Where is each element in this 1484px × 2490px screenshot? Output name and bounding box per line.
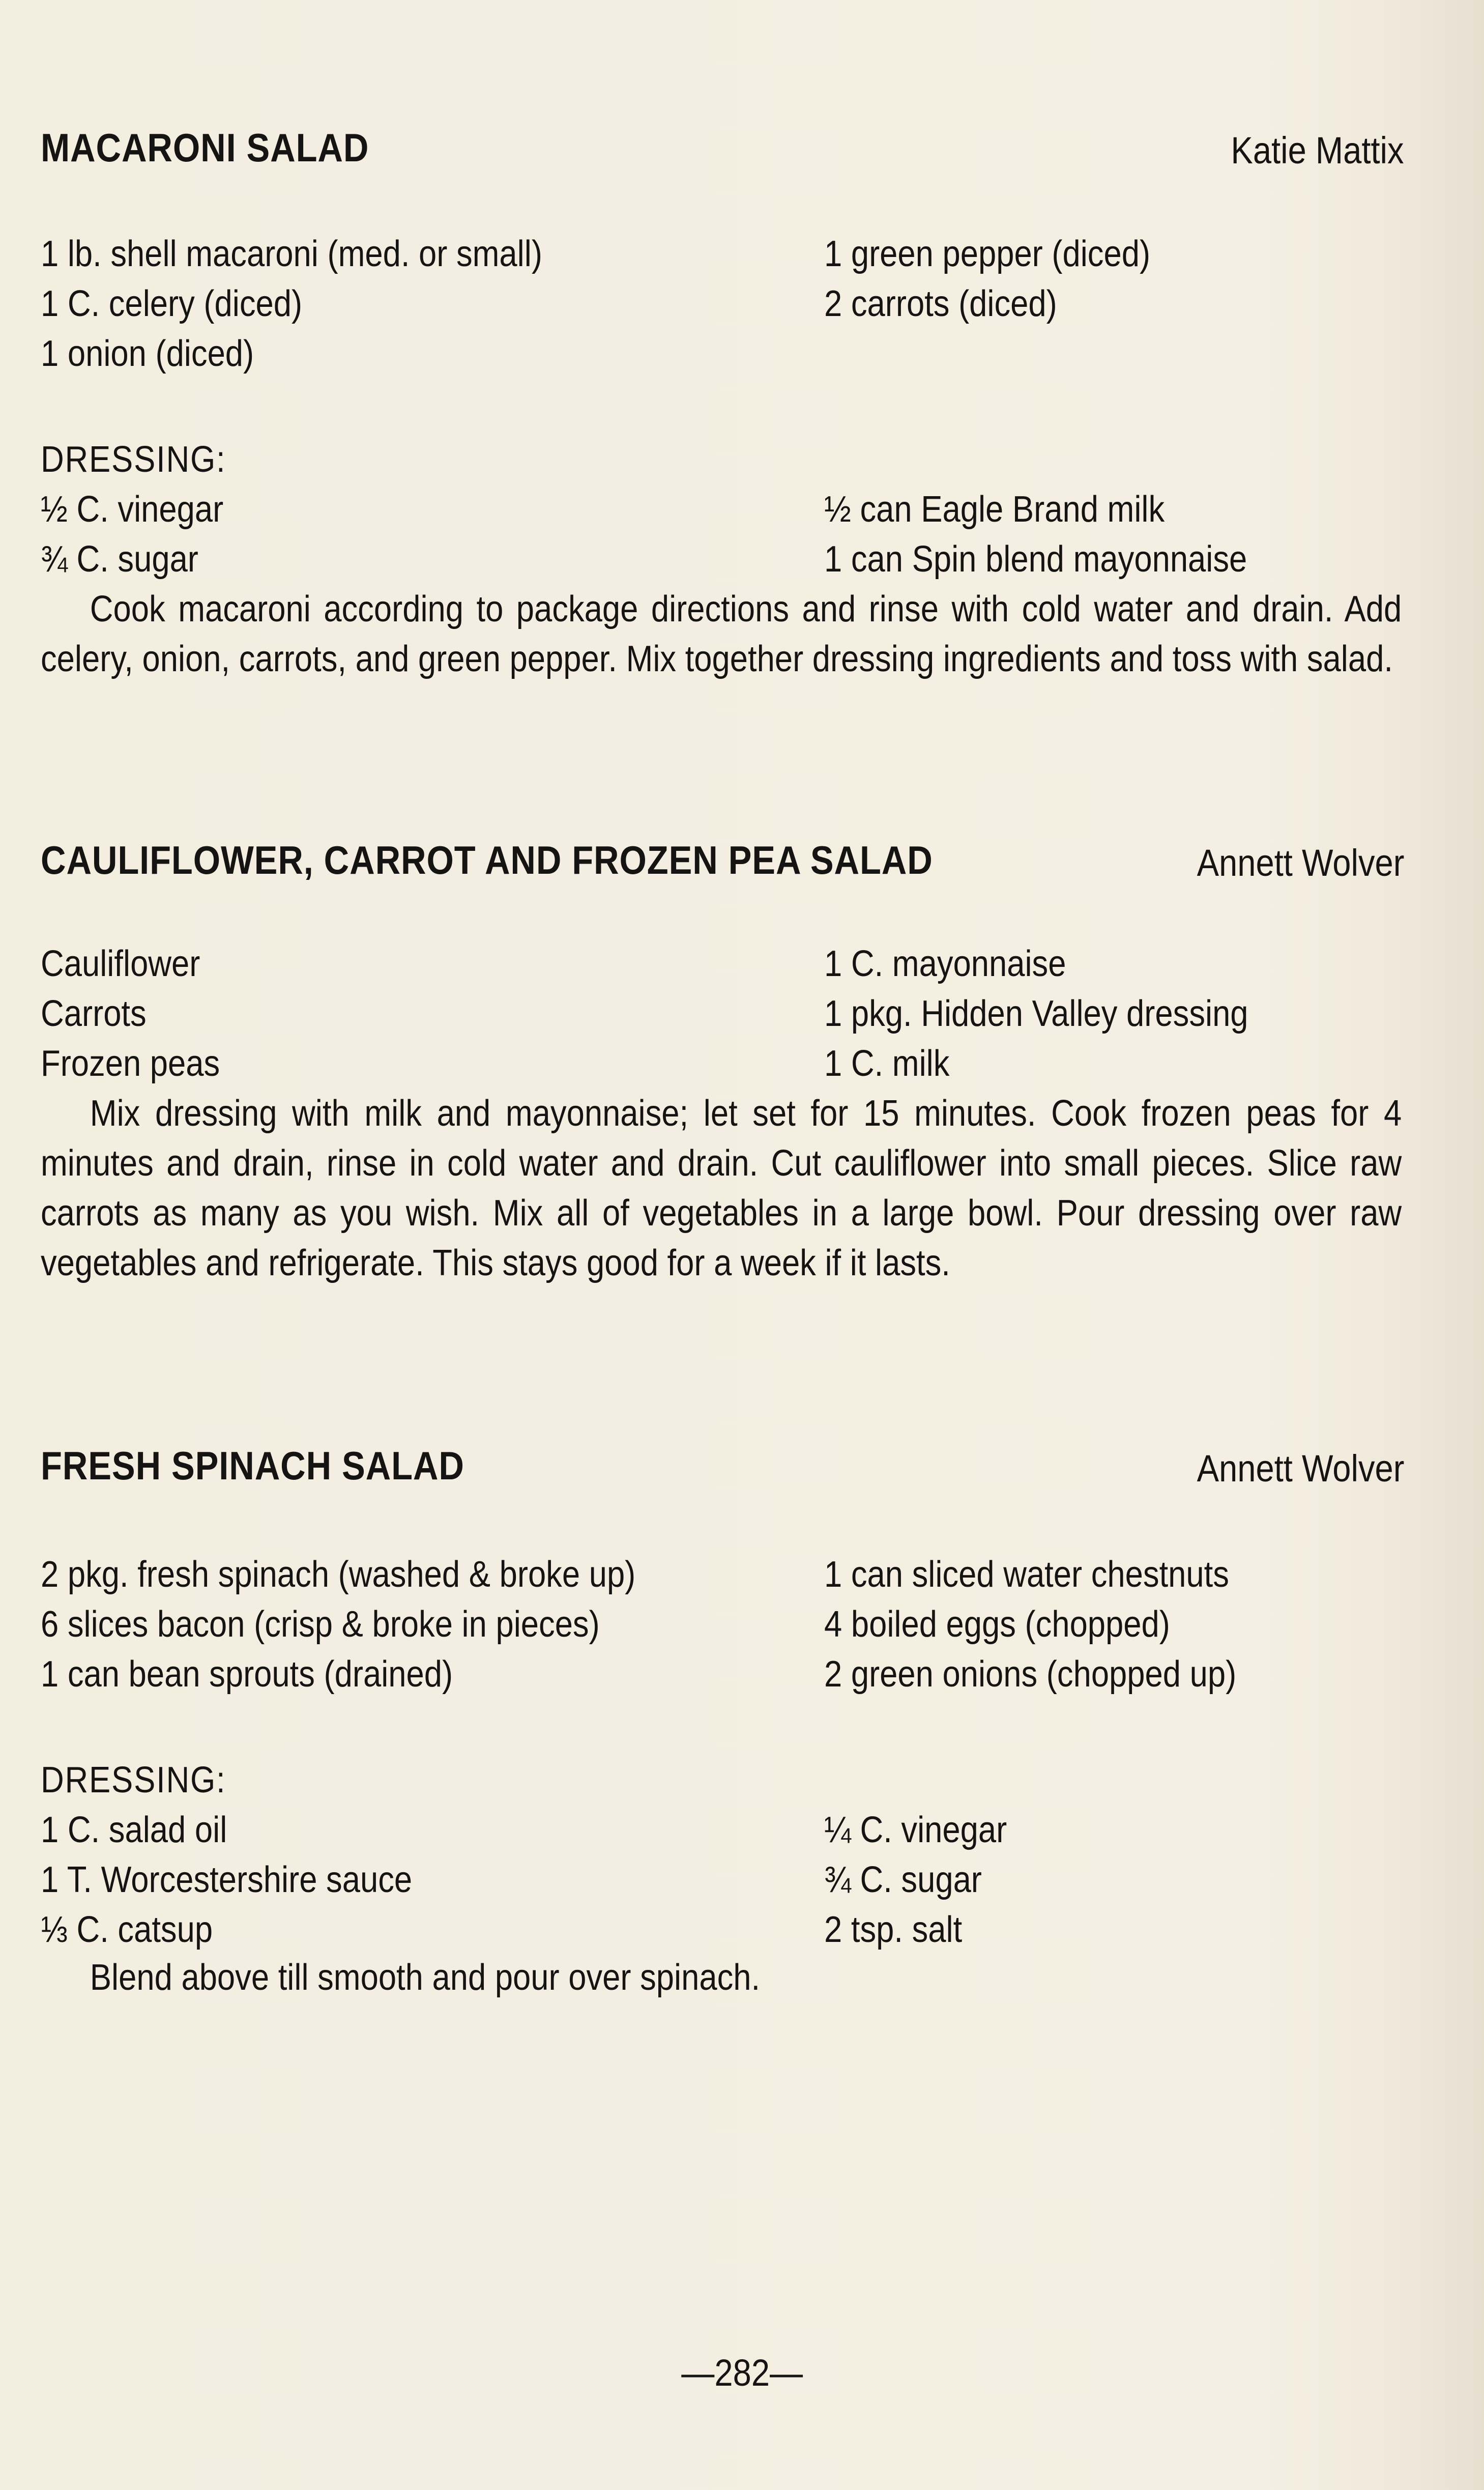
recipe-header	[41, 837, 1404, 893]
ingredient: 1 green pepper (diced)	[824, 234, 1151, 274]
dressing-heading: DRESSING:	[41, 1760, 226, 1800]
ingredient: 2 green onions (chopped up)	[824, 1654, 1237, 1695]
dressing-ingredient: ½ can Eagle Brand milk	[824, 489, 1165, 530]
recipe-header	[41, 1443, 1404, 1499]
ingredient: Cauliflower	[41, 943, 200, 984]
dressing-ingredient: ⅓ C. catsup	[41, 1909, 213, 1950]
recipe-author: Annett Wolver	[1197, 1447, 1404, 1490]
recipe-author: Katie Mattix	[1231, 129, 1404, 171]
recipe-header	[41, 125, 1404, 181]
dressing-heading: DRESSING:	[41, 439, 226, 480]
ingredient-list	[41, 229, 1404, 379]
ingredient: 1 pkg. Hidden Valley dressing	[824, 993, 1248, 1034]
ingredient: 1 C. milk	[824, 1043, 950, 1084]
dressing-list	[41, 484, 1404, 584]
ingredient: 1 C. mayonnaise	[824, 943, 1066, 984]
ingredient: 1 can bean sprouts (drained)	[41, 1654, 453, 1695]
recipe-directions: Mix dressing with milk and mayonnaise; let set for 15 minutes. Cook frozen peas for 4 minutes and drain, rinse in cold water and drain. Cut cauliflower into small pieces. Slice raw carrots as many as you wish. Mix all of vegetables in a large bowl. Pour dressing over raw vegetables and refrigerate. This stays good for a week if it lasts.	[41, 1093, 1402, 1283]
dressing-ingredient: ¼ C. vinegar	[824, 1810, 1007, 1850]
dressing-ingredient: 2 tsp. salt	[824, 1909, 963, 1950]
dressing-ingredient: ¾ C. sugar	[41, 539, 198, 580]
dressing-ingredient: 1 C. salad oil	[41, 1810, 227, 1850]
ingredient: 2 carrots (diced)	[824, 283, 1057, 324]
recipe-author: Annett Wolver	[1197, 842, 1404, 884]
ingredient: 4 boiled eggs (chopped)	[824, 1604, 1170, 1645]
ingredient: 1 C. celery (diced)	[41, 283, 303, 324]
dressing-ingredient: ½ C. vinegar	[41, 489, 224, 530]
ingredient: 2 pkg. fresh spinach (washed & broke up)	[41, 1554, 636, 1595]
recipe-fresh-spinach-salad	[41, 1443, 1404, 2002]
ingredient: 6 slices bacon (crisp & broke in pieces)	[41, 1604, 600, 1645]
ingredient-list	[41, 1550, 1404, 1699]
dressing-ingredient: 1 can Spin blend mayonnaise	[824, 539, 1247, 580]
recipe-title: CAULIFLOWER, CARROT AND FROZEN PEA SALAD	[41, 838, 933, 882]
ingredient: 1 lb. shell macaroni (med. or small)	[41, 234, 542, 274]
page-number-wrapper	[0, 2351, 1484, 2394]
ingredient: Frozen peas	[41, 1043, 220, 1084]
dressing-ingredient: ¾ C. sugar	[824, 1859, 982, 1900]
dressing-ingredient: 1 T. Worcestershire sauce	[41, 1859, 413, 1900]
ingredient: Carrots	[41, 993, 147, 1034]
dressing-list	[41, 1805, 1404, 1955]
ingredient: 1 onion (diced)	[41, 333, 254, 374]
recipe-title: FRESH SPINACH SALAD	[41, 1443, 464, 1488]
recipe-directions: Cook macaroni according to package directions and rinse with cold water and drain. Add celery, onion, carrots, and green pepper. Mix together dressing ingredients and toss with salad.	[41, 589, 1402, 679]
recipe-macaroni-salad	[41, 125, 1404, 684]
recipe-title: MACARONI SALAD	[41, 125, 369, 170]
recipe-directions: Blend above till smooth and pour over spinach.	[90, 1957, 761, 1998]
recipe-cauliflower-carrot-pea-salad	[41, 837, 1404, 1288]
ingredient: 1 can sliced water chestnuts	[824, 1554, 1229, 1595]
page-number: —282—	[681, 2352, 803, 2394]
ingredient-list	[41, 939, 1404, 1089]
